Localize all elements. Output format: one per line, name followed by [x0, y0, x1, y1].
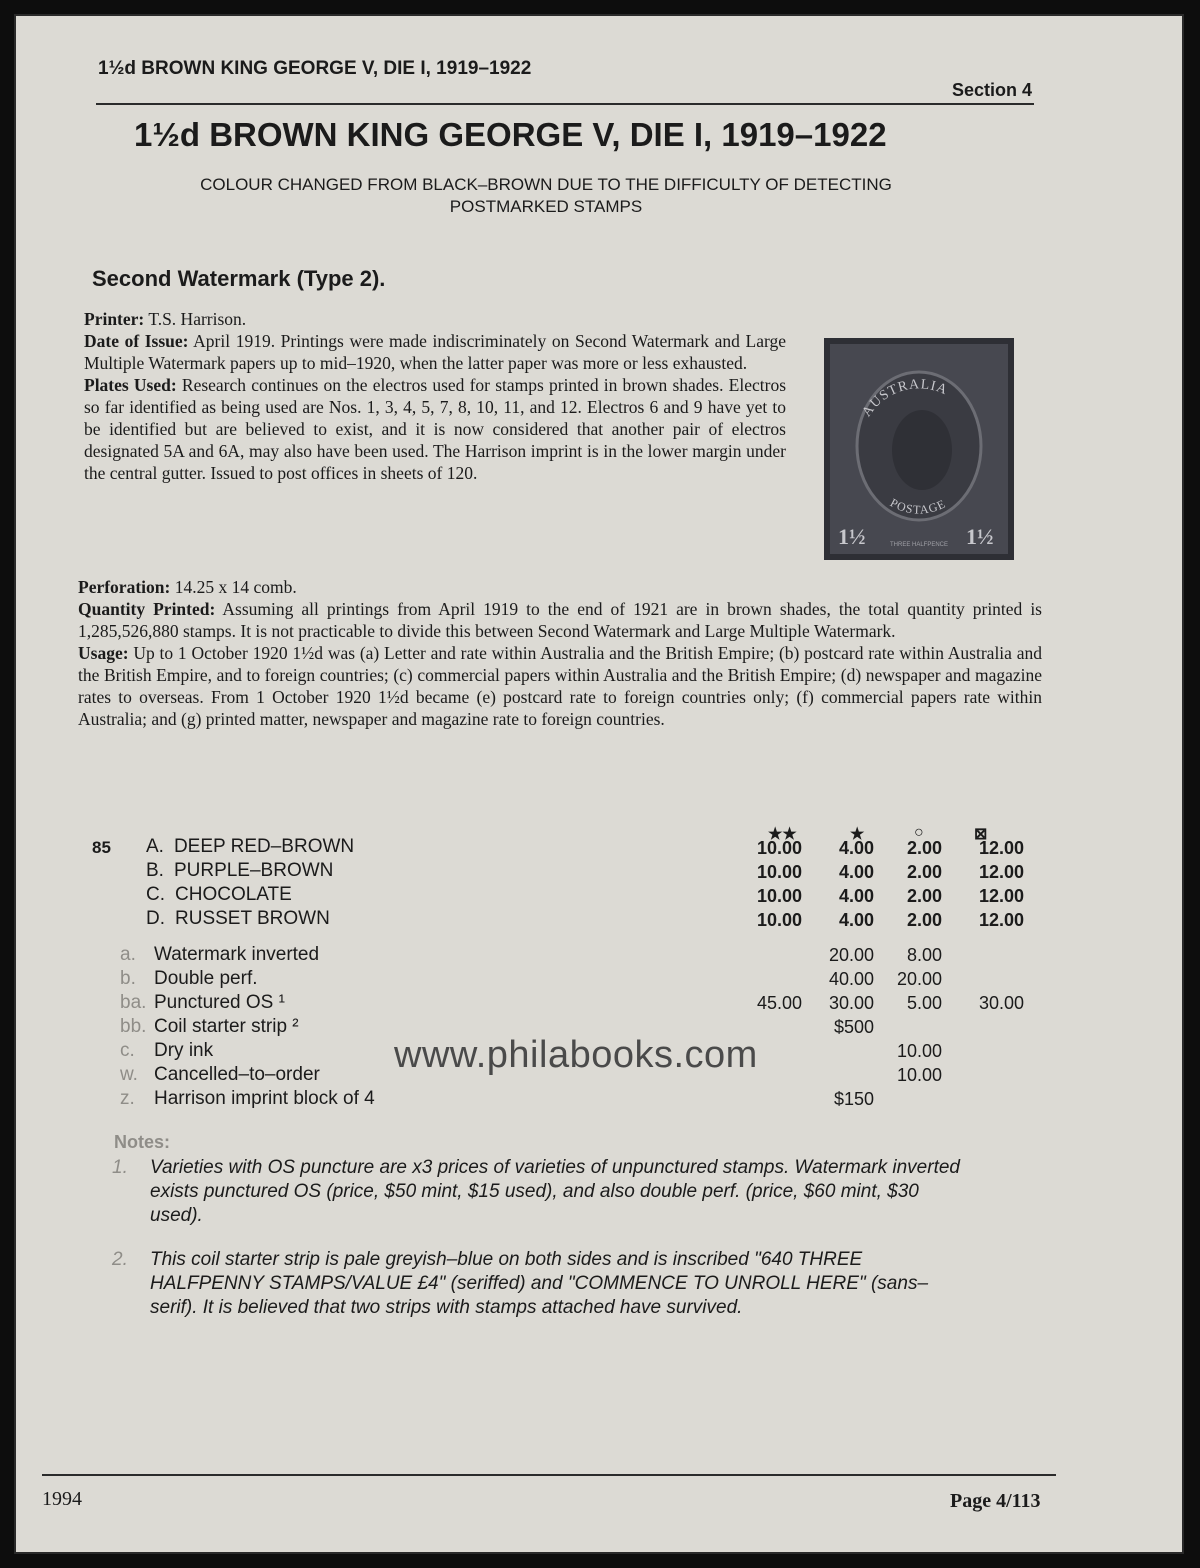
date-line: [84, 330, 786, 374]
variety-price-3: 5.00: [906, 993, 942, 1013]
usage-line: [78, 642, 1042, 730]
variety-code: bb.: [120, 1016, 147, 1037]
variety-name: Watermark inverted: [154, 944, 320, 965]
perforation-line: [78, 576, 1042, 598]
note-1-text: Varieties with OS puncture are x3 prices of varieties of unpunctured stamps. Watermark inverted exists punctured OS (price, $50 mint, $15 used), and also double perf. (price, $60 mint, $30 used).: [150, 1157, 960, 1226]
website-watermark: www.philabooks.com: [394, 1034, 758, 1076]
shade-price-2: 4.00: [838, 886, 874, 906]
variety-price-2: $150: [833, 1089, 874, 1109]
shade-row: [146, 836, 354, 858]
shade-name: DEEP RED–BROWN: [173, 836, 355, 857]
printer-line: [84, 308, 786, 330]
shade-code: B.: [146, 860, 164, 881]
shade-price-4: 12.00: [978, 886, 1024, 906]
variety-price-3: 20.00: [896, 969, 942, 989]
variety-code: c.: [120, 1040, 135, 1061]
stamp-postage-text: POSTAGE: [887, 495, 949, 517]
shade-row: [146, 860, 333, 882]
shade-price-3: 2.00: [906, 886, 942, 906]
quantity-label: Quantity Printed:: [78, 599, 216, 619]
page-title: 1½d BROWN KING GEORGE V, DIE I, 1919–1922: [134, 116, 887, 153]
printer-value: T.S. Harrison.: [148, 309, 247, 329]
variety-row: [120, 1016, 299, 1038]
note-2-text: This coil starter strip is pale greyish–blue on both sides and is inscribed "640 THREE HALFPENNY STAMPS/VALUE £4" (seriffed) and "COMMENCE TO UNROLL HERE" (sans–serif). It is believed that two strips with stamps attached have survived.: [150, 1249, 929, 1318]
shade-price-4: 12.00: [978, 862, 1024, 882]
variety-name: Double perf.: [154, 968, 258, 989]
shade-name: RUSSET BROWN: [175, 908, 330, 929]
issue-details: [84, 308, 786, 484]
shade-price-1: 10.00: [756, 886, 802, 906]
shade-price-3: 2.00: [906, 838, 942, 858]
variety-row: [120, 1064, 320, 1086]
shade-price-2: 4.00: [838, 910, 874, 930]
variety-code: b.: [120, 968, 136, 989]
plates-line: [84, 374, 786, 484]
variety-price-3: 10.00: [896, 1065, 942, 1085]
plates-value: Research continues on the electros used for stamps printed in brown shades. Electros so far identified as being used are Nos. 1, 3, 4, 5, 7, 8, 10, 11, and 12. Electros 6 and 9 have yet to be identified but are believed to exist, and it is now considered that another pair of electros designated 5A and 6A, may also have been used. The Harrison imprint is in the lower margin under the central gutter. Issued to post offices in sheets of 120.: [84, 375, 787, 483]
note-2-number: 2.: [112, 1249, 128, 1270]
variety-code: ba.: [120, 992, 147, 1013]
note-1: [112, 1156, 972, 1228]
shade-name: CHOCOLATE: [175, 884, 292, 905]
footer-rule: [42, 1474, 1056, 1476]
shade-price-3: 2.00: [906, 862, 942, 882]
variety-name: Punctured OS ¹: [154, 992, 285, 1013]
variety-price-4: 30.00: [978, 993, 1024, 1013]
variety-name: Dry ink: [154, 1040, 214, 1061]
variety-row: [120, 992, 285, 1014]
shade-price-1: 10.00: [756, 910, 802, 930]
usage-value: Up to 1 October 1920 1½d was (a) Letter and rate within Australia and the British Empire; (b) postcard rate within Australia and the British Empire, and to foreign countries; (c) commercial papers within Australia and the British Empire; (d) newspaper and magazine rates to overseas. From 1 October 1920 1½d became (e) postcard rate to foreign countries only; (f) commercial papers rate within Australia; and (g) printed matter, newspaper and magazine rate to foreign countries.: [78, 643, 1042, 729]
variety-price-2: 30.00: [828, 993, 874, 1013]
stamp-value-right: 1½: [966, 524, 994, 549]
section-label: Section 4: [951, 80, 1032, 100]
stamp-illustration: [824, 338, 1014, 560]
shade-code: D.: [146, 908, 165, 929]
date-value: April 1919. Printings were made indiscriminately on Second Watermark and Large Multiple Watermark papers up to mid–1920, when the latter paper was more or less exhausted.: [84, 331, 786, 373]
usage-label: Usage:: [78, 643, 129, 663]
perforation-value: 14.25 x 14 comb.: [174, 577, 297, 597]
shade-code: A.: [146, 836, 164, 857]
shade-price-2: 4.00: [838, 838, 874, 858]
variety-price-3: 10.00: [896, 1041, 942, 1061]
variety-code: a.: [120, 944, 136, 965]
variety-price-3: 8.00: [906, 945, 942, 965]
running-header: 1½d BROWN KING GEORGE V, DIE I, 1919–1922: [98, 58, 532, 79]
stamp-country-text: AUSTRALIA: [859, 377, 950, 420]
variety-row: [120, 1088, 375, 1110]
shade-row: [146, 884, 292, 906]
variety-price-2: 40.00: [828, 969, 874, 989]
quantity-value: Assuming all printings from April 1919 to the end of 1921 are in brown shades, the total quantity printed is 1,285,526,880 stamps. It is not practicable to divide this between Second Watermark and Large Multiple Watermark.: [78, 599, 1042, 641]
stamp-value-words: THREE HALFPENCE: [889, 542, 949, 548]
variety-name: Coil starter strip ²: [154, 1016, 299, 1037]
variety-row: [120, 944, 319, 966]
col-head-cover: ⊠: [974, 826, 988, 843]
variety-price-2: 20.00: [828, 945, 874, 965]
shade-price-4: 12.00: [978, 910, 1024, 930]
note-1-number: 1.: [112, 1157, 128, 1178]
stamp-king-portrait: [892, 410, 952, 490]
variety-code: w.: [120, 1064, 138, 1085]
shade-name: PURPLE–BROWN: [173, 860, 334, 881]
page-subtitle: [146, 174, 946, 218]
shade-row: [146, 908, 330, 930]
shade-price-2: 4.00: [838, 862, 874, 882]
note-2: [112, 1248, 972, 1320]
variety-price-2: $500: [833, 1017, 874, 1037]
variety-name: Harrison imprint block of 4: [154, 1088, 375, 1109]
shade-price-1: 10.00: [756, 838, 802, 858]
catalogue-page: [14, 14, 1184, 1554]
printer-label: Printer:: [84, 309, 145, 329]
shade-price-4: 12.00: [978, 838, 1024, 858]
shade-code: C.: [146, 884, 165, 905]
subtitle-line-1: COLOUR CHANGED FROM BLACK–BROWN DUE TO THE DIFFICULTY OF DETECTING: [200, 175, 892, 194]
col-head-used: ○: [914, 824, 924, 841]
section-title: Second Watermark (Type 2).: [92, 266, 386, 291]
footer-page-number: Page 4/113: [950, 1490, 1041, 1512]
stamp-value-left: 1½: [838, 524, 866, 549]
variety-price-1: 45.00: [756, 993, 802, 1013]
variety-row: [120, 968, 258, 990]
variety-code: z.: [120, 1088, 135, 1109]
shade-price-1: 10.00: [756, 862, 802, 882]
issue-details-continued: [78, 576, 1042, 730]
perforation-label: Perforation:: [78, 577, 171, 597]
notes-title: Notes:: [114, 1132, 171, 1152]
footer-year: 1994: [42, 1488, 82, 1510]
col-head-mint: ★: [850, 826, 865, 843]
date-label: Date of Issue:: [84, 331, 189, 351]
variety-row: [120, 1040, 213, 1062]
quantity-line: [78, 598, 1042, 642]
plates-label: Plates Used:: [84, 375, 177, 395]
variety-name: Cancelled–to–order: [154, 1064, 320, 1085]
catalogue-number: 85: [92, 838, 111, 857]
header-rule: [96, 103, 1034, 105]
shade-price-3: 2.00: [906, 910, 942, 930]
subtitle-line-2: POSTMARKED STAMPS: [449, 197, 643, 216]
col-head-unmounted: ★★: [768, 826, 797, 843]
